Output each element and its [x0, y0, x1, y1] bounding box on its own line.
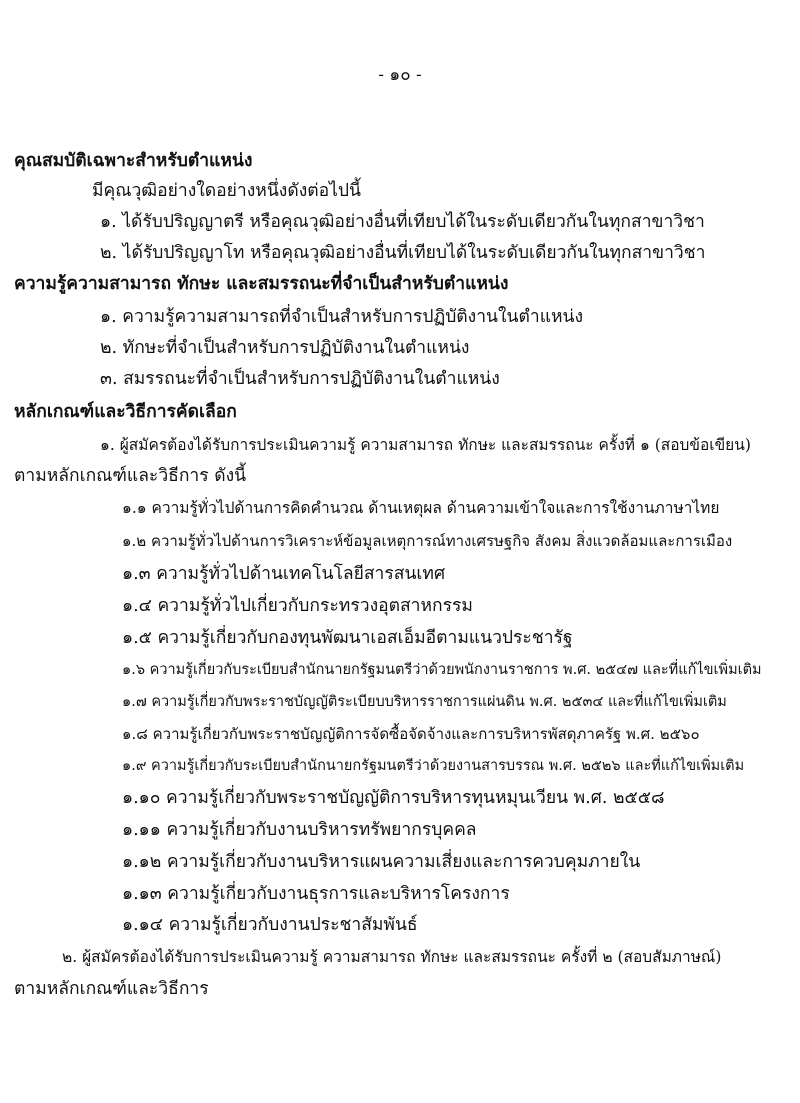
heading-qualification: คุณสมบัติเฉพาะสำหรับตำแหน่ง — [14, 151, 253, 171]
criteria-subitem: ๑.๓ ความรู้ทั่วไปด้านเทคโนโลยีสารสนเทศ — [122, 564, 446, 584]
criteria-subitem: ๑.๖ ความรู้เกี่ยวกับระเบียบสำนักนายกรัฐมนตรีว่าด้วยพนักงานราชการ พ.ศ. ๒๕๔๗ และที่แก้ไขเพิ่มเติม — [122, 662, 762, 678]
criteria-subitem: ๑.๒ ความรู้ทั่วไปด้านการวิเคราะห์ข้อมูลเหตุการณ์ทางเศรษฐกิจ สังคม สิ่งแวดล้อมและการเมือง — [122, 532, 733, 550]
heading-criteria: หลักเกณฑ์และวิธีการคัดเลือก — [14, 402, 237, 422]
criteria-subitem: ๑.๑๓ ความรู้เกี่ยวกับงานธุรการและบริหารโครงการ — [122, 884, 510, 904]
criteria-subitem: ๑.๕ ความรู้เกี่ยวกับกองทุนพัฒนาเอสเอ็มอีตามแนวประชารัฐ — [122, 628, 573, 648]
competency-item-2: ๒. ทักษะที่จำเป็นสำหรับการปฏิบัติงานในตำแหน่ง — [100, 338, 470, 358]
criteria-subitem: ๑.๙ ความรู้เกี่ยวกับระเบียบสำนักนายกรัฐมนตรีว่าด้วยงานสารบรรณ พ.ศ. ๒๕๒๖ และที่แก้ไขเพิ่มเติม — [122, 758, 745, 774]
criteria-item-1-line-2: ตามหลักเกณฑ์และวิธีการ ดังนี้ — [14, 466, 247, 486]
criteria-item-1-line-1: ๑. ผู้สมัครต้องได้รับการประเมินความรู้ ความสามารถ ทักษะ และสมรรถนะ ครั้งที่ ๑ (สอบข้อเขียน) — [100, 436, 751, 454]
criteria-subitem: ๑.๗ ความรู้เกี่ยวกับพระราชบัญญัติระเบียบบริหารราชการแผ่นดิน พ.ศ. ๒๕๓๔ และที่แก้ไขเพิ่มเติม — [122, 694, 727, 710]
page-number: - ๑๐ - — [378, 65, 422, 85]
criteria-subitem: ๑.๔ ความรู้ทั่วไปเกี่ยวกับกระทรวงอุตสาหกรรม — [122, 596, 473, 616]
criteria-item-2-line-1: ๒. ผู้สมัครต้องได้รับการประเมินความรู้ ความสามารถ ทักษะ และสมรรถนะ ครั้งที่ ๒ (สอบสัมภาษณ์) — [62, 948, 722, 966]
criteria-subitem: ๑.๑๐ ความรู้เกี่ยวกับพระราชบัญญัติการบริหารทุนหมุนเวียน พ.ศ. ๒๕๕๘ — [122, 788, 665, 808]
qualification-intro: มีคุณวุฒิอย่างใดอย่างหนึ่งดังต่อไปนี้ — [92, 181, 361, 201]
criteria-subitem: ๑.๑๒ ความรู้เกี่ยวกับงานบริหารแผนความเสี่ยงและการควบคุมภายใน — [122, 852, 641, 872]
criteria-subitem: ๑.๑๑ ความรู้เกี่ยวกับงานบริหารทรัพยากรบุคคล — [122, 820, 477, 840]
qualification-item-1: ๑. ได้รับปริญญาตรี หรือคุณวุฒิอย่างอื่นที่เทียบได้ในระดับเดียวกันในทุกสาขาวิชา — [100, 212, 705, 232]
criteria-subitem: ๑.๑ ความรู้ทั่วไปด้านการคิดคำนวณ ด้านเหตุผล ด้านความเข้าใจและการใช้งานภาษาไทย — [122, 499, 720, 517]
qualification-item-2: ๒. ได้รับปริญญาโท หรือคุณวุฒิอย่างอื่นที่เทียบได้ในระดับเดียวกันในทุกสาขาวิชา — [100, 243, 706, 263]
criteria-subitem: ๑.๑๔ ความรู้เกี่ยวกับงานประชาสัมพันธ์ — [122, 915, 418, 935]
criteria-item-2-line-2: ตามหลักเกณฑ์และวิธีการ — [14, 979, 209, 999]
heading-competency: ความรู้ความสามารถ ทักษะ และสมรรถนะที่จำเป็นสำหรับตำแหน่ง — [14, 274, 509, 294]
criteria-subitem: ๑.๘ ความรู้เกี่ยวกับพระราชบัญญัติการจัดซื้อจัดจ้างและการบริหารพัสดุภาครัฐ พ.ศ. ๒๕๖๐ — [122, 725, 700, 743]
competency-item-1: ๑. ความรู้ความสามารถที่จำเป็นสำหรับการปฏิบัติงานในตำแหน่ง — [100, 307, 584, 327]
competency-item-3: ๓. สมรรถนะที่จำเป็นสำหรับการปฏิบัติงานในตำแหน่ง — [100, 369, 500, 389]
